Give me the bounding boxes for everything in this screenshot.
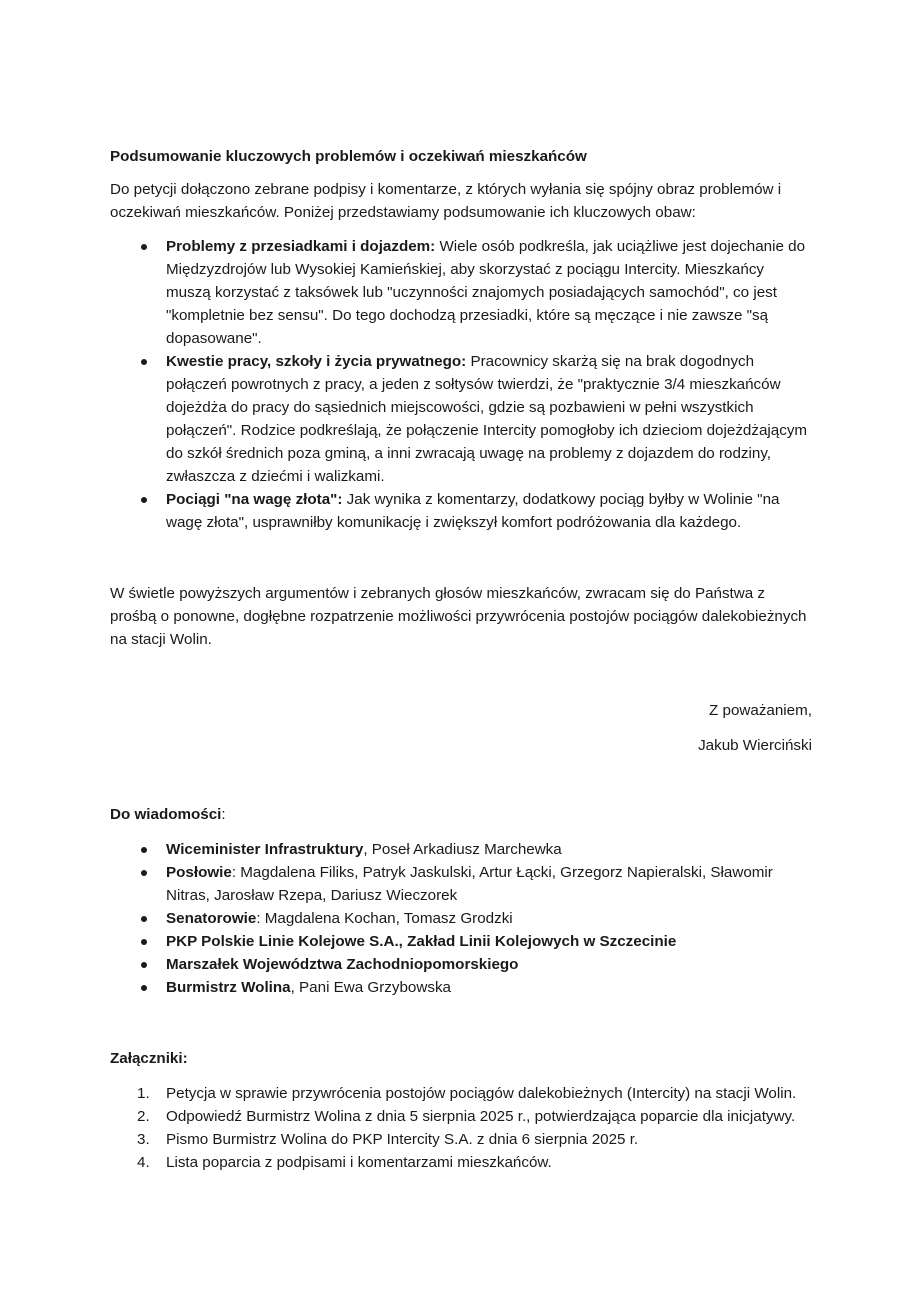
list-number: 3. bbox=[137, 1131, 150, 1148]
recipient-detail: , Pani Ewa Grzybowska bbox=[290, 979, 451, 996]
list-item-text: Jak wynika z komentarzy, dodatkowy pociąg byłby w Wolinie "na wagę złota", usprawniłby komunikację i zwiększył komfort podróżowania dla każdego. bbox=[166, 491, 780, 531]
recipient-detail: : Magdalena Kochan, Tomasz Grodzki bbox=[256, 910, 513, 927]
recipient-name: Burmistrz Wolina bbox=[166, 979, 291, 996]
summary-heading: Podsumowanie kluczowych problemów i oczekiwań mieszkańców bbox=[110, 148, 587, 165]
recipient-name: PKP Polskie Linie Kolejowe S.A., Zakład Linii Kolejowych w Szczecinie bbox=[166, 933, 677, 950]
list-item bbox=[110, 930, 812, 953]
attachment-text: Odpowiedź Burmistrz Wolina z dnia 5 sierpnia 2025 r., potwierdzająca poparcie dla inicjatywy. bbox=[166, 1108, 796, 1125]
list-item-text: Wiele osób podkreśla, jak uciążliwe jest dojechanie do Międzyzdrojów lub Wysokiej Kamieńskiej, aby skorzystać z pociągu Intercity. Mieszkańcy muszą korzystać z taksówek lub "uczynności znajomych posiadających samochód", co jest "kompletnie bez sensu". Do tego dochodzą przesiadki, które są męczące i nie zawsze "są dopasowane". bbox=[166, 238, 806, 347]
recipient-name: Wiceminister Infrastruktury bbox=[166, 841, 364, 858]
list-item-label: Kwestie pracy, szkoły i życia prywatnego: bbox=[166, 353, 467, 370]
recipients-heading-colon: : bbox=[221, 806, 226, 823]
list-item bbox=[110, 350, 812, 488]
regards-line: Z poważaniem, bbox=[709, 702, 812, 719]
list-item-text: Pracownicy skarżą się na brak dogodnych połączeń powrotnych z pracy, a jeden z sołtysów twierdzi, że "praktycznie 3/4 mieszkańców dojeżdża do pracy do sąsiednich miejscowości, gdzie są pozbawieni w pełni wszystkich połączeń". Rodzice podkreślają, że połączenie Intercity pomogłoby ich dzieciom dojeżdżającym do szkół średnich poza gminą, a inni zwracają uwagę na problemy z dojazdem do rodziny, zwłaszcza z dziećmi i walizkami. bbox=[166, 353, 808, 485]
recipients-list bbox=[110, 838, 812, 999]
recipient-detail: , Poseł Arkadiusz Marchewka bbox=[363, 841, 562, 858]
list-item bbox=[110, 1128, 812, 1151]
summary-intro: Do petycji dołączono zebrane podpisy i komentarze, z których wyłania się spójny obraz problemów i oczekiwań mieszkańców. Poniżej przedstawiamy podsumowanie ich kluczowych obaw: bbox=[110, 181, 782, 221]
letter-body bbox=[110, 146, 812, 1174]
list-number: 2. bbox=[137, 1108, 150, 1125]
list-item bbox=[110, 953, 812, 976]
list-item-label: Pociągi "na wagę złota": bbox=[166, 491, 343, 508]
recipient-detail: : Magdalena Filiks, Patryk Jaskulski, Artur Łącki, Grzegorz Napieralski, Sławomir Nitras, Jarosław Rzepa, Dariusz Wieczorek bbox=[166, 864, 773, 904]
signature-name: Jakub Wierciński bbox=[698, 737, 812, 754]
recipients-heading bbox=[110, 803, 812, 826]
attachments-list bbox=[110, 1082, 812, 1174]
list-item bbox=[110, 838, 812, 861]
attachment-text: Lista poparcia z podpisami i komentarzami mieszkańców. bbox=[166, 1154, 552, 1171]
recipient-name: Marszałek Województwa Zachodniopomorskiego bbox=[166, 956, 519, 973]
closing-paragraph: W świetle powyższych argumentów i zebranych głosów mieszkańców, zwracam się do Państwa z prośbą o ponowne, dogłębne rozpatrzenie możliwości przywrócenia postojów pociągów dalekobieżnych na stacji Wolin. bbox=[110, 585, 807, 648]
list-item bbox=[110, 976, 812, 999]
list-item bbox=[110, 1082, 812, 1105]
recipients-heading-label: Do wiadomości bbox=[110, 806, 222, 823]
recipient-name: Senatorowie bbox=[166, 910, 257, 927]
recipient-name: Posłowie bbox=[166, 864, 232, 881]
list-item bbox=[110, 861, 812, 907]
list-item bbox=[110, 1151, 812, 1174]
attachment-text: Pismo Burmistrz Wolina do PKP Intercity S.A. z dnia 6 sierpnia 2025 r. bbox=[166, 1131, 639, 1148]
list-item bbox=[110, 1105, 812, 1128]
list-item bbox=[110, 235, 812, 350]
list-item bbox=[110, 907, 812, 930]
list-number: 1. bbox=[137, 1085, 150, 1102]
attachments-heading: Załączniki: bbox=[110, 1050, 188, 1067]
attachment-text: Petycja w sprawie przywrócenia postojów pociągów dalekobieżnych (Intercity) na stacji Wolin. bbox=[166, 1085, 797, 1102]
list-item-label: Problemy z przesiadkami i dojazdem: bbox=[166, 238, 436, 255]
list-item bbox=[110, 488, 812, 534]
list-number: 4. bbox=[137, 1154, 150, 1171]
concerns-list bbox=[110, 235, 812, 534]
